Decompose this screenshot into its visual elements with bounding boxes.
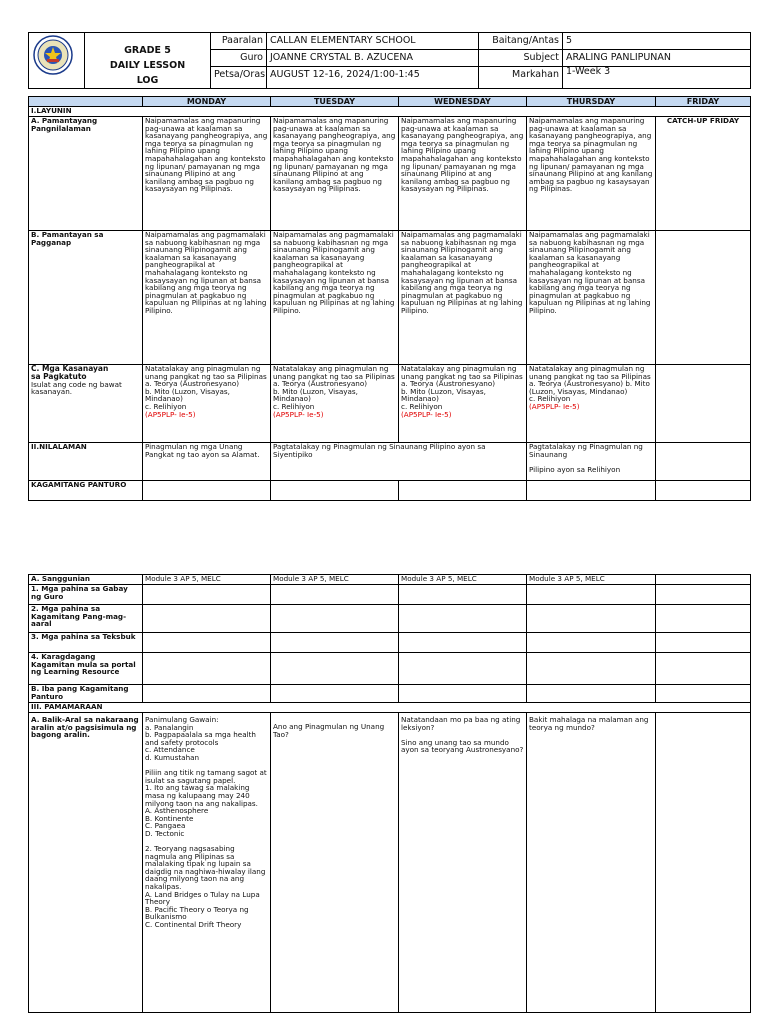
day-wednesday: WEDNESDAY — [399, 97, 527, 107]
kasanayan-wed — [399, 365, 527, 443]
nilalaman-fri — [656, 443, 751, 481]
pagganap-row — [29, 231, 751, 365]
teksbuk-row — [29, 633, 751, 653]
ip-fri — [656, 685, 751, 703]
day-monday: MONDAY — [143, 97, 271, 107]
grade-value: 5 — [563, 33, 751, 50]
nilalaman-mon: Pinagmulan ng mga Unang Pangkat ng tao ayon sa Alamat. — [143, 443, 271, 481]
kagamitan-wed — [399, 481, 527, 501]
day-friday: FRIDAY — [656, 97, 751, 107]
balik-aral-tue: Ano ang Pinagmulan ng Unang Tao? — [271, 713, 399, 1013]
pangnilalaman-wed: Naipamamalas ang mapanuring pag-unawa at kaalaman sa kasanayang pangheograpiya, ang mga teorya sa pinagmulan ng lahing Pilipino upang mapahahalagahan ang konteksto ng lipunan/ pamayanan ng mga sinaunang Pilipino at ang kanilang ambag sa pagbuo ng kasaysayan ng Pilipinas. — [399, 117, 527, 231]
kagamitan-fri — [656, 481, 751, 501]
sanggunian-thu: Module 3 AP 5, MELC — [527, 575, 656, 585]
gabay-label: 1. Mga pahina sa Gabay ng Guro — [29, 585, 143, 605]
layunin-heading: I.LAYUNIN — [29, 107, 751, 117]
pr-fri — [656, 653, 751, 685]
quarter-value: 1-Week 3 — [563, 66, 751, 88]
pangnilalaman-label: A. Pamantayang Pangnilalaman — [29, 117, 143, 231]
kagamitan-tue — [271, 481, 399, 501]
tb-thu — [527, 633, 656, 653]
kasanayan-tue-text: Natatalakay ang pinagmulan ng unang pangkat ng tao sa Pilipinas a. Teorya (Austronesyano) b. Mito (Luzon, Visayas, Mindanao) c. Relihiyon — [273, 364, 395, 411]
ip-thu — [527, 685, 656, 703]
ip-mon — [143, 685, 271, 703]
gabay-wed — [399, 585, 527, 605]
lesson-table-top — [28, 96, 751, 501]
nilalaman-thu: Pagtatalakay ng Pinagmulan ng Sinaunang Pilipino ayon sa Relihiyon — [527, 443, 656, 481]
pagganap-fri — [656, 231, 751, 365]
pagganap-thu: Naipamamalas ang pagmamalaki sa nabuong kabihasnan ng mga sinaunang Pilipinogamit ang kaalaman sa kasanayang pangheograpikal at mahahalagang konteksto ng kasaysayan ng lipunan at bansa kabilang ang mga teorya ng pinagmulan at pagkabuo ng kapuluan ng Pilipinas at ng lahing Pilipino. — [527, 231, 656, 365]
deped-seal-icon — [33, 35, 73, 75]
ip-wed — [399, 685, 527, 703]
lesson-table-bottom — [28, 574, 751, 1013]
sanggunian-fri — [656, 575, 751, 585]
pr-wed — [399, 653, 527, 685]
teksbuk-label: 3. Mga pahina sa Teksbuk — [29, 633, 143, 653]
balik-aral-mon: Panimulang Gawain: a. Panalangin b. Pagpapaalala sa mga health and safety protocols c. Attendance d. Kumustahan Piliin ang titik ng tamang sagot at isulat sa sagutang papel. 1. Ito ang tawag sa malaking masa ng kalupaang may 240 milyong taon na ang nakalipas. A. Asthenosphere B. Kontinente C. Pangaea D. Tectonic 2. Teoryang nagsasabing nagmula ang Pilipinas sa malalaking tipak ng lupain sa daigdig na naghiwa-hiwalay ilang daang milyong taon na ang nakalipas. A. Land Bridges o Tulay na Lupa Theory B. Pacific Theory o Teorya ng Bulkanismo C. Continental Drift Theory — [143, 713, 271, 1013]
teacher-label: Guro — [211, 49, 267, 66]
kagamitan-mon — [143, 481, 271, 501]
quarter-label: Markahan — [479, 66, 563, 88]
kp-mon — [143, 605, 271, 633]
pagganap-label: B. Pamantayan sa Pagganap — [29, 231, 143, 365]
gabay-tue — [271, 585, 399, 605]
nilalaman-tue-wed: Pagtatalakay ng Pinagmulan ng Sinaunang Pilipino ayon sa Siyentipiko — [271, 443, 527, 481]
kasanayan-label-cell — [29, 365, 143, 443]
pr-thu — [527, 653, 656, 685]
pamamaraan-heading: III. PAMAMARAAN — [29, 703, 751, 713]
kasanayan-label: C. Mga Kasanayan sa Pagkatuto — [31, 364, 109, 381]
logo-cell — [29, 33, 85, 89]
portal-row — [29, 653, 751, 685]
gabay-thu — [527, 585, 656, 605]
layunin-row — [29, 107, 751, 117]
kagamitang-pang-label: 2. Mga pahina sa Kagamitang Pang-mag-aaral — [29, 605, 143, 633]
pagganap-mon: Naipamamalas ang pagmamalaki sa nabuong kabihasnan ng mga sinaunang Pilipinogamit ang kaalaman sa kasanayang pangheograpikal at mahahalagang konteksto ng kasaysayan ng lipunan at bansa kabilang ang mga teorya ng pinagmulan at pagkabuo ng kapuluan ng Pilipinas at ng lahing Pilipino. — [143, 231, 271, 365]
sanggunian-wed: Module 3 AP 5, MELC — [399, 575, 527, 585]
subject-label: Subject — [479, 49, 563, 66]
balik-aral-fri — [656, 713, 751, 1013]
kasanayan-mon-text: Natatalakay ang pinagmulan ng unang pangkat ng tao sa Pilipinas a. Teorya (Austronesyano) b. Mito (Luzon, Visayas, Mindanao) c. Relihiyon — [145, 364, 267, 411]
kasanayan-wed-text: Natatalakay ang pinagmulan ng unang pangkat ng tao sa Pilipinas a. Teorya (Austronesyano) b. Mito (Luzon, Visayas, Mindanao) c. Relihiyon — [401, 364, 523, 411]
pangnilalaman-thu: Naipamamalas ang mapanuring pag-unawa at kaalaman sa kasanayang pangheograpiya, ang mga teorya sa pinagmulan ng lahing Pilipino upang mapahahalagahan ang konteksto ng lipunan/ pamayanan ng mga sinaunang Pilipino at ang kanilang ambag sa pagbuo ng kasaysayan ng Pilipinas. — [527, 117, 656, 231]
pamamaraan-heading-row — [29, 703, 751, 713]
balik-aral-label: A. Balik-Aral sa nakaraang aralin at/o pagsisimula ng bagong aralin. — [29, 713, 143, 1013]
kagamitan-heading: KAGAMITANG PANTURO — [29, 481, 143, 501]
dll-title — [85, 33, 211, 89]
gabay-fri — [656, 585, 751, 605]
school-label: Paaralan — [211, 33, 267, 50]
kp-fri — [656, 605, 751, 633]
day-tuesday: TUESDAY — [271, 97, 399, 107]
title-line3: LOG — [136, 75, 159, 86]
balik-aral-wed: Natatandaan mo pa baa ng ating leksiyon? Sino ang unang tao sa mundo ayon sa teoryang Austronesyano? — [399, 713, 527, 1013]
title-line1: GRADE 5 — [124, 45, 171, 56]
iba-pang-row — [29, 685, 751, 703]
school-value: CALLAN ELEMENTARY SCHOOL — [267, 33, 479, 50]
sanggunian-tue: Module 3 AP 5, MELC — [271, 575, 399, 585]
kp-wed — [399, 605, 527, 633]
sanggunian-row — [29, 575, 751, 585]
kasanayan-wed-code: (AP5PLP- Ie-5) — [401, 409, 452, 419]
kasanayan-mon-code: (AP5PLP- Ie-5) — [145, 409, 196, 419]
tb-fri — [656, 633, 751, 653]
pangnilalaman-mon: Naipamamalas ang mapanuring pag-unawa at kaalaman sa kasanayang pangheograpiya, ang mga teorya sa pinagmulan ng lahing Pilipino upang mapahahalagahan ang konteksto ng lipunan/ pamayanan ng mga sinaunang Pilipino at ang kanilang ambag sa pagbuo ng kasaysayan ng Pilipinas. — [143, 117, 271, 231]
ip-tue — [271, 685, 399, 703]
sanggunian-mon: Module 3 AP 5, MELC — [143, 575, 271, 585]
portal-label: 4. Karagdagang Kagamitan mula sa portal ng Learning Resource — [29, 653, 143, 685]
iba-pang-label: B. Iba pang Kagamitang Panturo — [29, 685, 143, 703]
day-thursday: THURSDAY — [527, 97, 656, 107]
date-value: AUGUST 12-16, 2024/1:00-1:45 — [267, 66, 479, 88]
tb-mon — [143, 633, 271, 653]
kasanayan-mon — [143, 365, 271, 443]
pangnilalaman-tue: Naipamamalas ang mapanuring pag-unawa at kaalaman sa kasanayang pangheograpiya, ang mga teorya sa pinagmulan ng lahing Pilipino upang mapahahalagahan ang konteksto ng lipunan/ pamayanan ng mga sinaunang Pilipino at ang kanilang ambag sa pagbuo ng kasaysayan ng Pilipinas. — [271, 117, 399, 231]
kasanayan-thu-text: Natatalakay ang pinagmulan ng unang pangkat ng tao sa Pilipinas a. Teorya (Austronesyano) b. Mito (Luzon, Visayas, Mindanao) c. Relihiyon — [529, 364, 651, 404]
kasanayan-row — [29, 365, 751, 443]
gabay-mon — [143, 585, 271, 605]
kp-tue — [271, 605, 399, 633]
corner-cell — [29, 97, 143, 107]
kasanayan-tue-code: (AP5PLP- Ie-5) — [273, 409, 324, 419]
grade-label: Baitang/Antas — [479, 33, 563, 50]
pr-tue — [271, 653, 399, 685]
pagganap-tue: Naipamamalas ang pagmamalaki sa nabuong kabihasnan ng mga sinaunang Pilipinogamit ang kaalaman sa kasanayang pangheograpikal at mahahalagang konteksto ng kasaysayan ng lipunan at bansa kabilang ang mga teorya ng pinagmulan at pagkabuo ng kapuluan ng Pilipinas at ng lahing Pilipino. — [271, 231, 399, 365]
kasanayan-fri — [656, 365, 751, 443]
nilalaman-row — [29, 443, 751, 481]
title-line2: DAILY LESSON — [109, 60, 186, 71]
header-table — [28, 32, 751, 89]
pr-mon — [143, 653, 271, 685]
subject-value: ARALING PANLIPUNAN — [563, 49, 751, 66]
kp-thu — [527, 605, 656, 633]
nilalaman-heading: II.NILALAMAN — [29, 443, 143, 481]
kagamitan-row — [29, 481, 751, 501]
pagganap-wed: Naipamamalas ang pagmamalaki sa nabuong kabihasnan ng mga sinaunang Pilipinogamit ang kaalaman sa kasanayang pangheograpikal at mahahalagang konteksto ng kasaysayan ng lipunan at bansa kabilang ang mga teorya ng pinagmulan at pagkabuo ng kapuluan ng Pilipinas at ng lahing Pilipino. — [399, 231, 527, 365]
day-header-row — [29, 97, 751, 107]
kasanayan-note: Isulat ang code ng bawat kasanayan. — [31, 379, 122, 397]
teacher-value: JOANNE CRYSTAL B. AZUCENA — [267, 49, 479, 66]
kasanayan-thu — [527, 365, 656, 443]
catch-up-friday: CATCH-UP FRIDAY — [656, 117, 751, 231]
kasanayan-thu-code: (AP5PLP- Ie-5) — [529, 401, 580, 411]
kagamitang-pang-row — [29, 605, 751, 633]
tb-wed — [399, 633, 527, 653]
kasanayan-tue — [271, 365, 399, 443]
pangnilalaman-row — [29, 117, 751, 231]
balik-aral-row — [29, 713, 751, 1013]
date-label: Petsa/Oras — [211, 66, 267, 88]
gabay-row — [29, 585, 751, 605]
sanggunian-label: A. Sanggunian — [29, 575, 143, 585]
balik-aral-thu: Bakit mahalaga na malaman ang teorya ng mundo? — [527, 713, 656, 1013]
kagamitan-thu — [527, 481, 656, 501]
tb-tue — [271, 633, 399, 653]
